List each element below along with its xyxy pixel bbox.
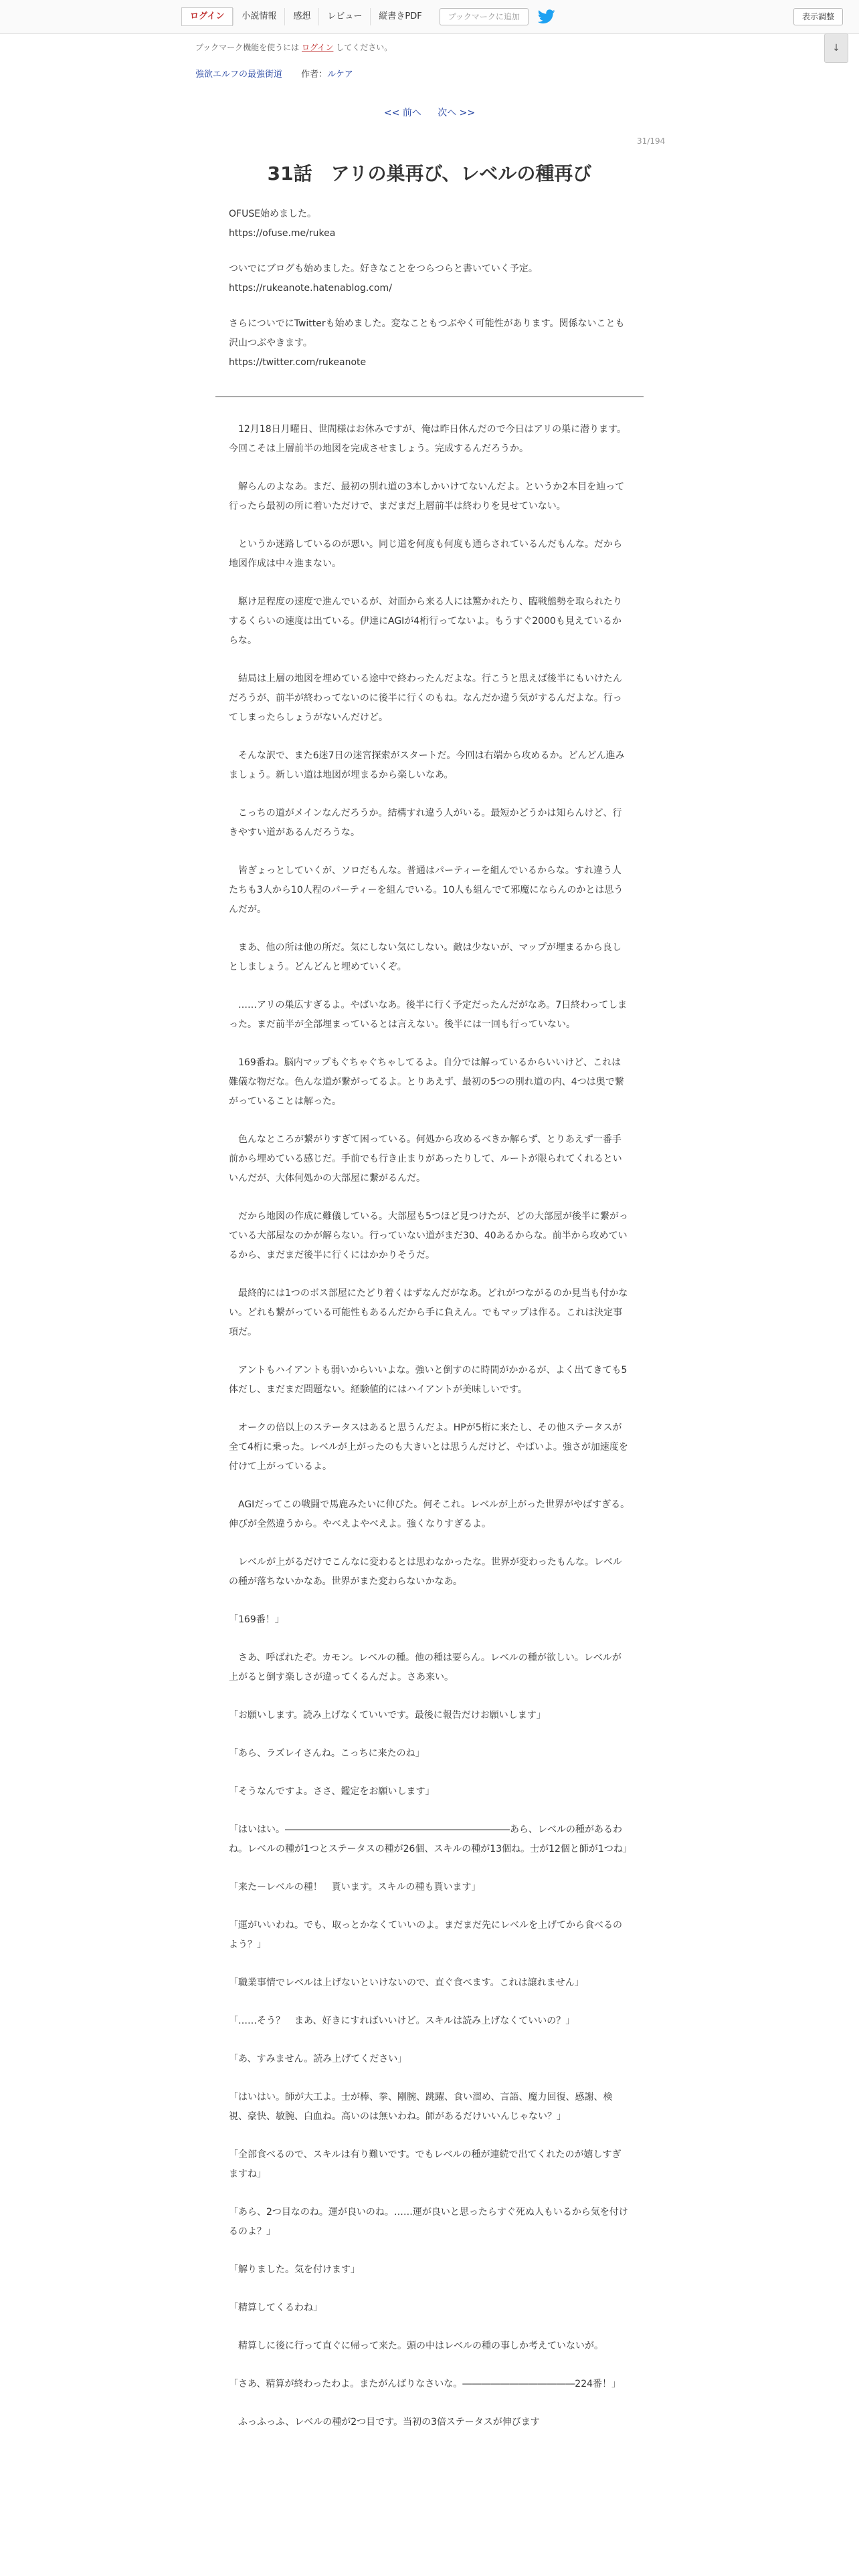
story-paragraph: AGIだってこの戦闘で馬鹿みたいに伸びた。何そこれ。レベルが上がった世界がやばすぎる。伸びが全然違うから。やべえよやべえよ。強くなりすぎるよ。 <box>229 1499 630 1529</box>
story-paragraph: 「解りました。気を付けます」 <box>229 2264 360 2275</box>
story-paragraph: さあ、呼ばれたぞ。カモン。レベルの種。他の種は要らん。レベルの種が欲しい。レベルが上がると倒す楽しさが違ってくるんだよ。さあ来い。 <box>229 1652 622 1683</box>
story-paragraph: 169番ね。脳内マップもぐちゃぐちゃしてるよ。自分では解っているからいいけど、これは難儀な物だな。色んな道が繋がってるよ。とりあえず、最初の5つの別れ道の内、4つは奥で繋がっていることは解った。 <box>229 1057 624 1107</box>
story-paragraph: こっちの道がメインなんだろうか。結構すれ違う人がいる。最短かどうかは知らんけど、行きやすい道があるんだろうな。 <box>229 808 622 838</box>
preface-paragraph: OFUSE始めました。 https://ofuse.me/rukea <box>229 209 336 239</box>
preface-paragraph: ついでにブログも始めました。好きなことをつらつらと書いていく予定。 https://rukeanote.hatenablog.com/ <box>229 263 538 294</box>
nav-vertical-pdf-link[interactable]: 縦書きPDF <box>370 8 430 25</box>
chapter-title: 31話 アリの巣再び、レベルの種再び <box>267 163 592 185</box>
story-paragraph: 「職業事情でレベルは上げないといけないので、直ぐ食べます。これは譲れません」 <box>229 1977 584 1988</box>
story-paragraph: 「はいはい。師が大工よ。士が棒、拳、剛腕、跳躍、食い溜め、言語、魔力回復、感謝、検視、豪快、敏腕、白血ね。高いのは無いわね。師があるだけいいんじゃない？」 <box>229 2092 613 2122</box>
bookmark-note-prefix: ブックマーク機能を使うには <box>195 43 300 52</box>
story-paragraph: 「さあ、精算が終わったわよ。またがんばりなさいな。――――――――――――224番！」 <box>229 2379 622 2389</box>
prev-chapter-link[interactable]: << 前へ <box>383 108 421 118</box>
series-title-link[interactable]: 強欲エルフの最強街道 <box>195 70 283 80</box>
chapter-body <box>229 420 630 2451</box>
story-paragraph: ……アリの巣広すぎるよ。やばいなあ。後半に行く予定だったんだがなあ。7日終わってしまった。まだ前半が全部埋まっているとは言えない。後半には一回も行っていない。 <box>229 1000 628 1030</box>
story-paragraph: 最終的には1つのボス部屋にたどり着くはずなんだがなあ。どれがつながるのか見当も付かない。どれも繋がっている可能性もあるんだから手に負えん。でもマップは作る。これは決定事項だ。 <box>229 1288 628 1337</box>
story-paragraph: そんな訳で、また6迷7日の迷宮探索がスタートだ。今回は右端から攻めるか。どんどん進みましょう。新しい道は地図が埋まるから楽しいなあ。 <box>229 750 625 780</box>
bookmark-note-suffix: してください。 <box>336 43 393 52</box>
author-preface <box>229 205 630 389</box>
story-paragraph: というか迷路しているのが悪い。同じ道を何度も何度も通らされているんだもんな。だから地図作成は中々進まない。 <box>229 539 622 569</box>
story-paragraph: 「あら、ラズレイさんね。こっちに来たのね」 <box>229 1748 425 1759</box>
author-label: 作者： <box>301 70 328 80</box>
bookmark-login-link[interactable]: ログイン <box>302 43 334 52</box>
bookmark-login-note <box>195 41 392 53</box>
nav-review-link[interactable]: レビュー <box>318 8 370 25</box>
story-paragraph: 「全部食べるので、スキルは有り難いです。でもレベルの種が連続で出てくれたのが嬉しすぎますね」 <box>229 2149 622 2179</box>
story-paragraph: 「そうなんですよ。ささ、鑑定をお願いします」 <box>229 1786 435 1797</box>
story-paragraph: 結局は上層の地図を埋めている途中で終わったんだよな。行こうと思えば後半にもいけたんだろうが、前半が終わってないのに後半に行くのもね。なんだか違う気がするんだよな。行ってしまったらしょうがないんだけど。 <box>229 673 622 723</box>
story-paragraph: 「運がいいわね。でも、取っとかなくていいのよ。まだまだ先にレベルを上げてから食べるのよう？」 <box>229 1920 622 1950</box>
story-paragraph: 「169番！」 <box>229 1614 284 1625</box>
next-chapter-link[interactable]: 次へ >> <box>438 108 476 118</box>
story-paragraph: レベルが上がるだけでこんなに変わるとは思わなかったな。世界が変わったもんな。レベルの種が落ちないかなあ。世界がまた変わらないかなあ。 <box>229 1557 622 1587</box>
story-paragraph: ふっふっふ、レベルの種が2つ目です。当初の3倍ステータスが伸びます <box>229 2417 540 2428</box>
story-paragraph: 解らんのよなあ。まだ、最初の別れ道の3本しかいけてないんだよ。というか2本目を辿って行ったら最初の所に着いただけで、まだまだ上層前半は終わりを見せていない。 <box>229 481 625 512</box>
preface-divider <box>215 396 644 397</box>
story-paragraph: 「あ、すみません。読み上げてください」 <box>229 2054 407 2064</box>
story-paragraph: 「お願いします。読み上げなくていいです。最後に報告だけお願いします」 <box>229 1710 546 1721</box>
story-paragraph: オークの倍以上のステータスはあると思うんだよ。HPが5桁に来たし、その他ステータスが全て4桁に乗った。レベルが上がったのも大きいとは思うんだけど、やばいよ。強さが加速度を付けて上がっているよ。 <box>229 1422 628 1472</box>
series-info <box>195 67 353 80</box>
story-paragraph: 「あら、2つ目なのね。運が良いのね。……運が良いと思ったらすぐ死ぬ人もいるから気を付けるのよ？」 <box>229 2207 628 2237</box>
add-bookmark-button[interactable]: ブックマークに追加 <box>440 8 529 25</box>
story-paragraph: 精算しに後に行って直ぐに帰って来た。頭の中はレベルの種の事しか考えていないが。 <box>229 2341 603 2351</box>
story-paragraph: 駆け足程度の速度で進んでいるが、対面から来る人には驚かれたり、臨戦態勢を取られたりするくらいの速度は出ている。伊達にAGIが4桁行ってないよ。もうすぐ2000も見えているからな。 <box>229 597 622 646</box>
scroll-down-button[interactable]: ↓ <box>824 33 848 63</box>
story-paragraph: 「精算してくるわね」 <box>229 2302 322 2313</box>
nav-links <box>181 7 555 27</box>
story-paragraph: 「来たーレベルの種！ 貰います。スキルの種も貰います」 <box>229 1882 481 1893</box>
story-paragraph: 「はいはい。――――――――――――――――――――――――あら、レベルの種があるわね。レベルの種が1つとステータスの種が26個、スキルの種が13個ね。士が12個と師が1つね」 <box>229 1824 632 1854</box>
display-settings-button[interactable]: 表示調整 <box>793 8 843 25</box>
nav-impressions-link[interactable]: 感想 <box>284 8 318 25</box>
chapter-count: 31/194 <box>637 136 666 146</box>
story-paragraph: アントもハイアントも弱いからいいよな。強いと倒すのに時間がかかるが、よく出てきても5体だし、まだまだ問題ない。経験値的にはハイアントが美味しいです。 <box>229 1365 628 1395</box>
story-paragraph: だから地図の作成に難儀している。大部屋も5つほど見つけたが、どの大部屋が後半に繋がっている大部屋なのかが解らない。行っていない道がまだ30、40あるからな。前半から攻めているから、まだまだ後半に行くにはかかりそうだ。 <box>229 1211 628 1261</box>
story-paragraph: 12月18日月曜日、世間様はお休みですが、俺は昨日休んだので今日はアリの巣に潜ります。今回こそは上層前半の地図を完成させましょう。完成するんだろうか。 <box>229 424 626 454</box>
twitter-icon[interactable] <box>538 9 555 24</box>
story-paragraph: 色んなところが繋がりすぎて困っている。何処から攻めるべきか解らず、とりあえず一番手前から埋めている感じだ。手前でも行き止まりがあったりして、ルートが限られてくれるといいんだが、大体何処かの大部屋に繋がるんだ。 <box>229 1134 622 1184</box>
nav-novel-info-link[interactable]: 小説情報 <box>233 8 284 25</box>
preface-paragraph: さらについでにTwitterも始めました。変なこともつぶやく可能性があります。関係ないことも沢山つぶやきます。 https://twitter.com/rukeanote <box>229 318 625 368</box>
author-link[interactable]: ルケア <box>327 70 353 80</box>
top-nav-bar <box>0 0 859 34</box>
story-paragraph: 皆ぎょっとしていくが、ソロだもんな。普通はパーティーを組んでいるからな。すれ違う人たちも3人から10人程のパーティーを組んでいる。10人も組んでて邪魔にならんのかとは思うんだが。 <box>229 865 624 915</box>
story-paragraph: まあ、他の所は他の所だ。気にしない気にしない。敵は少ないが、マップが埋まるから良しとしましょう。どんどんと埋めていくぞ。 <box>229 942 622 972</box>
chapter-pager <box>0 106 859 119</box>
story-paragraph: 「……そう？ まあ、好きにすればいいけど。スキルは読み上げなくていいの？」 <box>229 2016 575 2026</box>
nav-login-link[interactable]: ログイン <box>181 7 233 26</box>
